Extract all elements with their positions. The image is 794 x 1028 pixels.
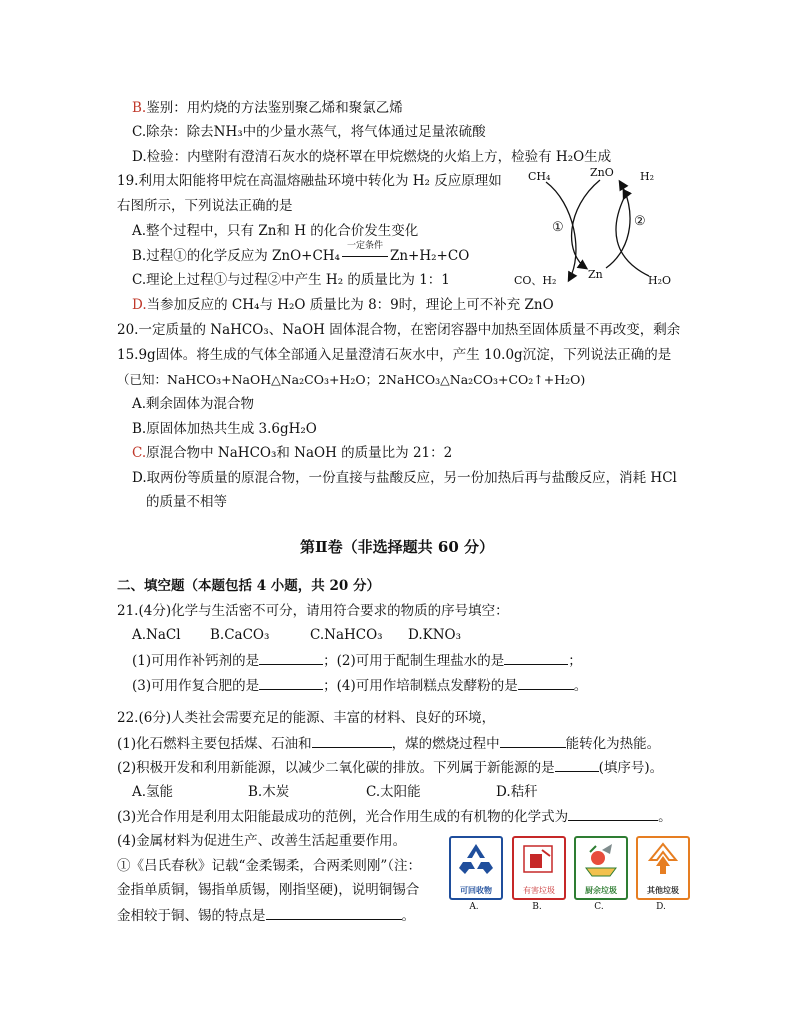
q20-stem-line1: 20.一定质量的 NaHCO₃、NaOH 固体混合物，在密闭容器中加热至固体质量不再改变，剩余 xyxy=(117,322,681,338)
arrow-h2o-to-h2 xyxy=(616,198,649,276)
q20-option-d-line1: D.取两份等质量的原混合物，一份直接与盐酸反应，另一份加热后再与盐酸反应，消耗 HCl xyxy=(132,470,677,486)
q20-option-b: B.原固体加热共生成 3.6gH₂O xyxy=(132,421,317,437)
bin-letter-b: B. xyxy=(532,902,542,912)
answer-blank-3[interactable] xyxy=(259,675,323,690)
q19-option-b: B.过程①的化学反应为 ZnO+CH₄ 一定条件 Zn+H₂+CO xyxy=(132,241,470,264)
q21-options: A.NaCl B.CaCO₃ C.NaHCO₃ D.KNO₃ xyxy=(132,627,462,643)
section-title: 第Ⅱ卷（非选择题共 60 分） xyxy=(300,538,494,556)
q22-line1: (1)化石燃料主要包括煤、石油和 ，煤的燃烧过程中 能转化为热能。 xyxy=(117,733,660,754)
q22-line5: ①《吕氏春秋》记载“金柔锡柔，合两柔则刚”（注： xyxy=(117,858,422,874)
bin-letter-c: C. xyxy=(594,902,604,912)
q20-option-d-line2: 的质量不相等 xyxy=(146,494,227,510)
label-co-h2: CO、H₂ xyxy=(514,274,557,287)
answer-blank-4[interactable] xyxy=(518,675,574,690)
part2-heading: 二、填空题（本题包括 4 小题，共 20 分） xyxy=(117,578,380,594)
bin-recyclable: 可回收物 xyxy=(449,836,503,900)
label-zno: ZnO xyxy=(590,166,614,179)
answer-blank-6[interactable] xyxy=(500,733,566,748)
other-waste-icon xyxy=(638,838,688,880)
label-zn: Zn xyxy=(588,268,603,281)
food-waste-icon xyxy=(576,838,626,880)
arrow-zno-to-zn xyxy=(572,180,600,268)
answer-blank-5[interactable] xyxy=(312,733,392,748)
arrow-zn-to-zno xyxy=(606,182,630,268)
q18-option-b: B.鉴别：用灼烧的方法鉴别聚乙烯和聚氯乙烯 xyxy=(132,100,403,116)
bin-kitchen: 厨余垃圾 xyxy=(574,836,628,900)
q21-line2: (3)可用作复合肥的是 ；(4)可用作培制糕点发酵粉的是 。 xyxy=(132,675,587,696)
q21-stem: 21.(4分)化学与生活密不可分，请用符合要求的物质的序号填空： xyxy=(117,603,509,619)
answer-blank-7[interactable] xyxy=(555,757,599,772)
bin-letter-a: A. xyxy=(469,902,479,912)
q22-line4: (4)金属材料为促进生产、改善生活起重要作用。 xyxy=(117,833,407,849)
q19-option-c: C.理论上过程①与过程②中产生 H₂ 的质量比为 1：1 xyxy=(132,272,450,288)
q19-option-a: A.整个过程中，只有 Zn和 H 的化合价发生变化 xyxy=(132,223,419,239)
q22-line3: (3)光合作用是利用太阳能最成功的范例，光合作用生成的有机物的化学式为 。 xyxy=(117,806,672,827)
q19-stem-line2: 右图所示，下列说法正确的是 xyxy=(117,198,293,214)
answer-blank-9[interactable] xyxy=(266,905,402,920)
answer-blank-2[interactable] xyxy=(504,650,568,665)
q19-option-d: D.当参加反应的 CH₄与 H₂O 质量比为 8：9时，理论上可不补充 ZnO xyxy=(132,297,554,313)
label-step2: ② xyxy=(634,214,646,229)
q18-option-d: D.检验：内壁附有澄清石灰水的烧杯罩在甲烷燃烧的火焰上方，检验有 H₂O生成 xyxy=(132,149,612,165)
q21-line1: (1)可用作补钙剂的是 ；(2)可用于配制生理盐水的是 ； xyxy=(132,650,582,671)
q22-line6: 金指单质铜，锡指单质锡，刚指坚硬)，说明铜锡合 xyxy=(117,882,420,898)
answer-blank-8[interactable] xyxy=(568,806,658,821)
reaction-cycle-diagram xyxy=(514,168,684,293)
q22-stem: 22.(6分)人类社会需要充足的能源、丰富的材料、良好的环境， xyxy=(117,710,496,726)
label-h2: H₂ xyxy=(640,170,655,183)
q18-option-c: C.除杂：除去NH₃中的少量水蒸气，将气体通过足量浓硫酸 xyxy=(132,124,486,140)
q22-line7: 金相较于铜、锡的特点是 。 xyxy=(117,905,415,926)
label-step1: ① xyxy=(552,220,564,235)
q22-line2: (2)积极开发和利用新能源，以减少二氧化碳的排放。下列属于新能源的是 (填序号)。 xyxy=(117,757,663,778)
label-h2o: H₂O xyxy=(648,274,672,287)
recycle-icon xyxy=(451,838,501,880)
label-ch4: CH₄ xyxy=(528,170,551,183)
bin-letter-d: D. xyxy=(656,902,666,912)
q19-stem-line1: 19.利用太阳能将甲烷在高温熔融盐环境中转化为 H₂ 反应原理如 xyxy=(117,173,502,189)
bin-hazardous: 有害垃圾 xyxy=(512,836,566,900)
waste-bin-icons xyxy=(449,836,689,916)
hazard-battery-icon xyxy=(514,838,564,880)
bin-other: 其他垃圾 xyxy=(636,836,690,900)
q20-given-equations: （已知：NaHCO₃+NaOH△Na₂CO₃+H₂O；2NaHCO₃△Na₂CO₃+CO₂↑+H₂O) xyxy=(117,372,586,387)
q20-stem-line2: 15.9g固体。将生成的气体全部通入足量澄清石灰水中，产生 10.0g沉淀，下列说法正确的是 xyxy=(117,347,672,363)
answer-blank-1[interactable] xyxy=(259,650,323,665)
reaction-condition: 一定条件 xyxy=(340,246,390,266)
q20-option-a: A.剩余固体为混合物 xyxy=(132,396,255,412)
q20-option-c: C.原混合物中 NaHCO₃和 NaOH 的质量比为 21：2 xyxy=(132,445,453,461)
q22-options: A.氢能 B.木炭 C.太阳能 D.秸秆 xyxy=(132,784,538,800)
